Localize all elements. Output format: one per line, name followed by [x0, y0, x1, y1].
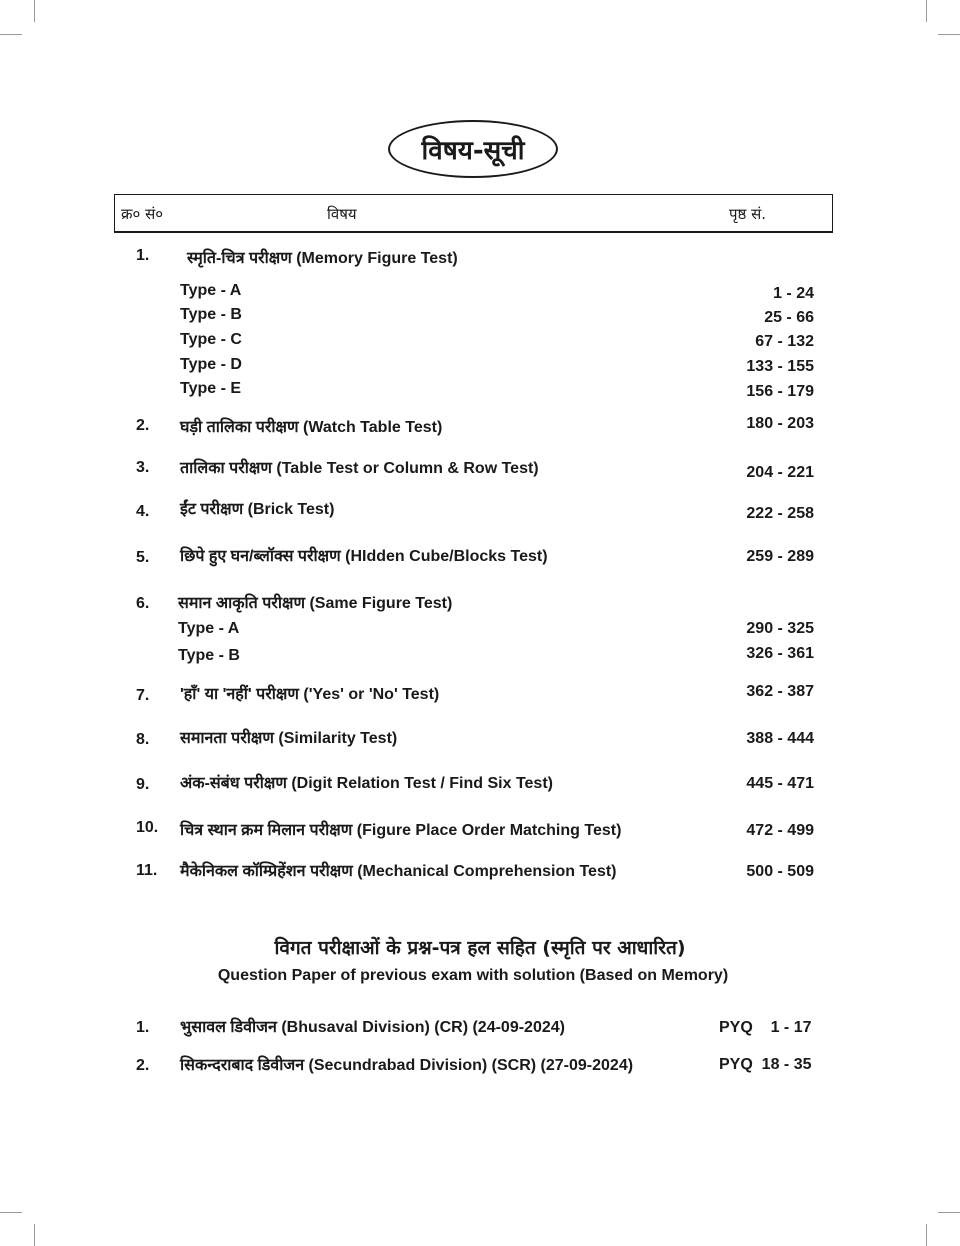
header-subject: विषय [327, 205, 357, 223]
sub-type-label: Type - E [180, 380, 242, 397]
entry-title: छिपे हुए घन/ब्लॉक्स परीक्षण (HIdden Cube/Blocks Test) [180, 548, 548, 565]
pyq-section-title-english: Question Paper of previous exam with solution (Based on Memory) [217, 967, 729, 984]
entry-title: तालिका परीक्षण (Table Test or Column & Row Test) [180, 460, 539, 477]
page-range: 67 - 132 [755, 333, 814, 350]
page-range: 362 - 387 [746, 683, 814, 700]
pyq-title: भुसावल डिवीजन (Bhusaval Division) (CR) (24-09-2024) [180, 1019, 565, 1036]
entry-number: 3. [136, 459, 150, 476]
page-range: 326 - 361 [746, 645, 814, 662]
entry-title: स्मृति-चित्र परीक्षण (Memory Figure Test) [187, 250, 458, 267]
crop-mark [0, 34, 22, 35]
crop-mark [926, 1224, 927, 1246]
entry-title: समानता परीक्षण (Similarity Test) [180, 730, 398, 747]
crop-mark [0, 1212, 22, 1213]
entry-number: 11. [136, 862, 158, 879]
sub-type-label: Type - A [178, 620, 240, 637]
entry-number: 4. [136, 503, 150, 520]
page-range: 156 - 179 [746, 383, 814, 400]
pyq-title: सिकन्दराबाद डिवीजन (Secundrabad Division) (SCR) (27-09-2024) [180, 1057, 634, 1074]
page-range: 222 - 258 [746, 505, 814, 522]
table-header [114, 194, 833, 233]
crop-mark [34, 1224, 35, 1246]
page-range: 290 - 325 [746, 620, 814, 637]
page-range: 204 - 221 [746, 464, 814, 481]
pyq-page-range: PYQ 18 - 35 [719, 1056, 812, 1073]
entry-title: समान आकृति परीक्षण (Same Figure Test) [178, 595, 453, 612]
pyq-number: 2. [136, 1057, 150, 1074]
sub-type-label: Type - B [180, 306, 242, 323]
page-range: 25 - 66 [764, 309, 814, 326]
page-range: 388 - 444 [746, 730, 814, 747]
page-range: 1 - 24 [773, 285, 814, 302]
crop-mark [926, 0, 927, 22]
crop-mark [938, 34, 960, 35]
entry-number: 6. [136, 595, 150, 612]
page-range: 180 - 203 [746, 415, 814, 432]
entry-number: 7. [136, 687, 150, 704]
entry-number: 8. [136, 731, 150, 748]
sub-type-label: Type - A [180, 282, 242, 299]
page-range: 259 - 289 [746, 548, 814, 565]
entry-title: मैकेनिकल कॉम्प्रिहेंशन परीक्षण (Mechanical Comprehension Test) [180, 863, 617, 880]
page-range: 472 - 499 [746, 822, 814, 839]
page-range: 445 - 471 [746, 775, 814, 792]
entry-number: 10. [136, 819, 159, 836]
sub-type-label: Type - C [180, 331, 242, 348]
page-title: विषय-सूची [388, 120, 558, 178]
entry-number: 5. [136, 549, 150, 566]
entry-title: 'हाँ' या 'नहीं' परीक्षण ('Yes' or 'No' Test) [180, 686, 440, 703]
entry-title: घड़ी तालिका परीक्षण (Watch Table Test) [180, 419, 443, 436]
sub-type-label: Type - B [178, 647, 240, 664]
entry-title: चित्र स्थान क्रम मिलान परीक्षण (Figure Place Order Matching Test) [180, 822, 622, 839]
header-page-no: पृष्ठ सं. [729, 205, 767, 223]
pyq-number: 1. [136, 1019, 150, 1036]
pyq-page-range: PYQ 1 - 17 [719, 1019, 812, 1036]
sub-type-label: Type - D [180, 356, 242, 373]
entry-number: 2. [136, 417, 150, 434]
entry-number: 9. [136, 776, 150, 793]
crop-mark [938, 1212, 960, 1213]
crop-mark [34, 0, 35, 22]
page-range: 500 - 509 [746, 863, 814, 880]
pyq-section-title-hindi: विगत परीक्षाओं के प्रश्न-पत्र हल सहित (स्मृति पर आधारित) [274, 937, 686, 959]
header-serial-no: क्र० सं० [121, 205, 164, 223]
entry-title: ईंट परीक्षण (Brick Test) [180, 501, 335, 518]
page-range: 133 - 155 [746, 358, 814, 375]
entry-number: 1. [136, 247, 150, 264]
entry-title: अंक-संबंध परीक्षण (Digit Relation Test / Find Six Test) [180, 775, 553, 792]
